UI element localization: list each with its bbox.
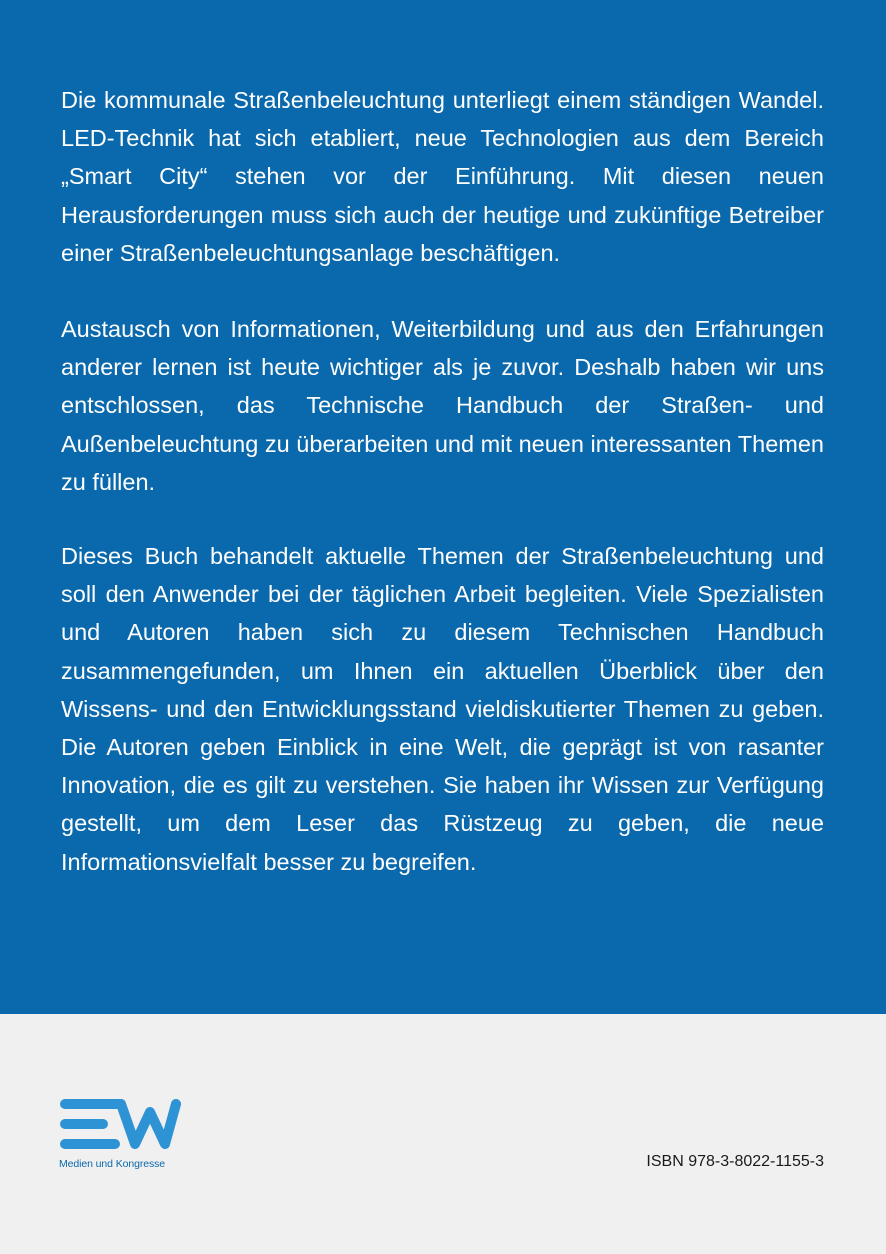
publisher-tagline: Medien und Kongresse [59, 1158, 165, 1170]
blurb-paragraph-2: Austausch von Informationen, Weiterbildung und aus den Erfahrungen anderer lernen ist heute wichtiger als je zuvor. Deshalb haben wir uns entschlossen, das Technische Handbuch der Straßen- und Außenbeleuchtung zu überarbeiten und mit neuen interessanten Themen zu füllen. [61, 316, 824, 495]
logo-e-bar-bottom [60, 1139, 120, 1149]
logo-e-bar-middle [60, 1119, 108, 1129]
blurb-paragraph-1: Die kommunale Straßenbeleuchtung unterliegt einem ständigen Wandel. LED-Technik hat sich etabliert, neue Technologien aus dem Bereich „Smart City“ stehen vor der Einführung. Mit diesen neuen Herausforderungen muss sich auch der heutige und zukünftige Betreiber einer Straßenbeleuchtungsanlage beschäftigen. [61, 87, 824, 266]
logo-w [121, 1104, 176, 1144]
ew-logo-mark [59, 1096, 181, 1152]
blurb-paragraph-3: Dieses Buch behandelt aktuelle Themen der Straßenbeleuchtung und soll den Anwender bei der täglichen Arbeit begleiten. Viele Spezialisten und Autoren haben sich zu diesem Technischen Handbuch zusammengefunden, um Ihnen ein aktuellen Überblick über den Wissens- und den Entwicklungsstand vieldiskutierter Themen zu geben. Die Autoren geben Einblick in eine Welt, die geprägt ist von rasanter Innovation, die es gilt zu verstehen. Sie haben ihr Wissen zur Verfügung gestellt, um dem Leser das Rüstzeug zu geben, die neue Informationsvielfalt besser zu begreifen. [61, 543, 824, 875]
publisher-logo [59, 1096, 181, 1172]
isbn-number: ISBN 978-3-8022-1155-3 [646, 1153, 824, 1170]
